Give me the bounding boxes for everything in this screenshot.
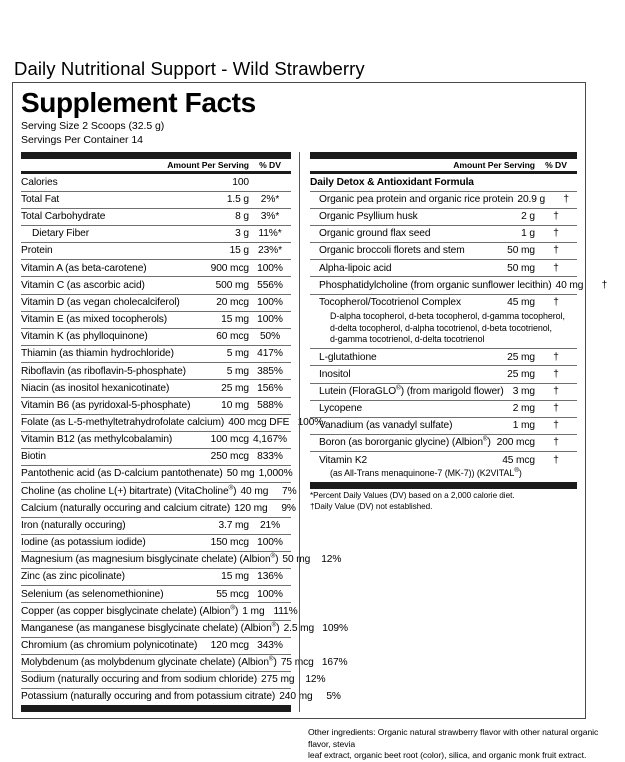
nutrient-dv: 167% (321, 657, 348, 669)
table-row (21, 312, 291, 328)
nutrient-name: Total Carbohydrate (21, 211, 106, 223)
nutrient-amount: 25 mg (507, 351, 535, 363)
nutrient-dv: 833% (257, 451, 283, 463)
table-row (21, 449, 291, 465)
panel-columns (21, 152, 608, 712)
nutrient-name: Biotin (21, 451, 46, 463)
nutrient-amount: 2 mg (512, 403, 535, 415)
nutrient-amount: 50 mg (507, 245, 535, 257)
footnote-asterisk: *Percent Daily Values (DV) based on a 2,000 calorie diet. (310, 491, 515, 501)
nutrient-dv: 343% (257, 640, 283, 651)
nutrient-amount: 900 mcg (210, 262, 249, 274)
table-row (310, 384, 577, 400)
nutrient-name: Vanadium (as vanadyl sulfate) (319, 420, 453, 432)
table-row (21, 398, 291, 414)
nutrient-subtext-line: d-gamma tocotrienol, d-delta tocotrienol (330, 334, 485, 345)
right-bottom-rule (310, 482, 577, 489)
nutrient-dv: 100% (257, 296, 283, 308)
nutrient-name: Molybdenum (as molybdenum glycinate chelate) (Albion®) (21, 655, 277, 669)
nutrient-name: Calcium (naturally occuring and calcium citrate) (21, 502, 231, 514)
footnote-dagger: †Daily Value (DV) not established. (310, 502, 433, 512)
table-row (21, 483, 297, 499)
nutrient-dv: 7% (282, 485, 297, 497)
table-row (21, 466, 291, 482)
footnotes (310, 489, 577, 516)
nutrient-dv: 2%* (260, 193, 280, 205)
nutrient-name: Iodine (as potassium iodide) (21, 537, 146, 549)
nutrient-dv: † (553, 296, 559, 308)
left-column-headers (21, 159, 291, 172)
left-top-rule (21, 152, 291, 159)
nutrient-dv: 588% (257, 399, 283, 411)
nutrient-amount: 1 mg (242, 605, 265, 617)
nutrient-dv: † (553, 211, 559, 223)
nutrient-name: Alpha-lipoic acid (319, 262, 392, 274)
nutrient-name: Phosphatidylcholine (from organic sunflower lecithin) (319, 279, 552, 291)
nutrient-name: Vitamin K (as phylloquinone) (21, 331, 148, 343)
nutrient-name: Vitamin D (as vegan cholecalciferol) (21, 296, 180, 308)
nutrient-amount: 250 mcg (210, 451, 249, 463)
nutrient-name: Thiamin (as thiamin hydrochloride) (21, 348, 174, 360)
nutrient-name: Vitamin C (as ascorbic acid) (21, 279, 145, 291)
nutrient-dv: † (553, 454, 559, 466)
nutrient-dv: 11%* (258, 228, 282, 240)
table-row (21, 621, 348, 637)
nutrient-subtext (310, 468, 577, 482)
nutrient-dv: 1,000% (258, 468, 293, 480)
nutrient-dv: 417% (257, 348, 283, 360)
right-header-amount: Amount Per Serving (453, 159, 535, 170)
nutrient-name: Organic Psyllium husk (319, 211, 418, 223)
nutrient-dv: † (601, 279, 608, 291)
right-column (299, 152, 608, 712)
nutrient-amount: 20.9 g (517, 193, 546, 205)
table-row (310, 418, 577, 434)
nutrient-dv: 5% (326, 691, 341, 703)
nutrient-name: Choline (as choline L(+) bitartrate) (VitaCholine®) (21, 484, 237, 497)
table-row (310, 209, 577, 225)
table-row (21, 295, 291, 311)
nutrient-dv: † (553, 368, 559, 380)
nutrient-subtext-line: (as All-Trans menaquinone-7 (MK-7)) (K2VITAL®) (330, 467, 522, 479)
nutrient-dv: † (553, 403, 559, 415)
nutrient-name: Riboflavin (as riboflavin-5-phosphate) (21, 365, 186, 377)
nutrient-amount: 45 mcg (502, 454, 535, 466)
nutrient-amount: 25 mg (221, 382, 249, 394)
nutrient-name: Organic broccoli florets and stem (319, 245, 465, 257)
table-row (21, 174, 291, 190)
left-header-dv: % DV (259, 159, 281, 170)
nutrient-amount: 500 mg (215, 279, 249, 291)
nutrient-dv: 100% (257, 588, 283, 600)
right-nutrient-rows (310, 192, 608, 483)
panel-heading: Supplement Facts (21, 87, 256, 118)
nutrient-amount: 25 mg (507, 368, 535, 380)
table-row (310, 366, 577, 382)
nutrient-amount: 15 mg (221, 314, 249, 326)
nutrient-amount: 100 mcg (210, 434, 249, 446)
nutrient-subtext (310, 311, 577, 349)
nutrient-name: Niacin (as inositol hexanicotinate) (21, 382, 170, 394)
nutrient-dv: 3%* (260, 211, 280, 223)
nutrient-dv: 100% (257, 537, 283, 549)
table-row (21, 432, 291, 448)
table-row (21, 552, 342, 568)
table-row (310, 349, 577, 365)
nutrient-name: L-glutathione (319, 351, 377, 363)
right-top-rule (310, 152, 577, 159)
nutrient-name: Vitamin B12 (as methylcobalamin) (21, 434, 173, 446)
nutrient-dv: † (553, 262, 559, 274)
nutrient-name: Potassium (naturally occuring and from potassium citrate) (21, 691, 276, 703)
nutrient-amount: 120 mcg (210, 640, 249, 651)
table-row (310, 243, 577, 259)
nutrient-dv: † (553, 420, 559, 432)
left-header-amount: Amount Per Serving (167, 159, 249, 170)
nutrient-name: Pantothenic acid (as D-calcium pantothenate) (21, 468, 223, 480)
nutrient-dv: 156% (257, 382, 283, 394)
nutrient-name: Selenium (as selenomethionine) (21, 588, 164, 600)
other-ingredients-line-1: Other ingredients: Organic natural strawberry flavor with other natural organic flavor, stevia (308, 727, 599, 749)
nutrient-dv: † (563, 193, 569, 205)
right-column-headers (310, 159, 577, 172)
nutrient-name: Vitamin B6 (as pyridoxal-5-phosphate) (21, 399, 191, 411)
nutrient-dv: 23%* (258, 245, 282, 257)
nutrient-amount: 200 mcg (496, 437, 535, 449)
table-row (21, 518, 291, 534)
nutrient-dv: † (553, 245, 559, 257)
table-row (310, 452, 577, 468)
nutrient-amount: 20 mcg (216, 296, 249, 308)
supplement-facts-panel (12, 82, 608, 719)
nutrient-amount: 55 mcg (216, 588, 249, 600)
table-row (21, 535, 291, 551)
nutrient-amount: 1 g (521, 228, 535, 240)
nutrient-name: Iron (naturally occuring) (21, 519, 126, 531)
table-row (21, 380, 291, 396)
table-row (21, 363, 291, 379)
nutrient-name: Chromium (as chromium polynicotinate) (21, 640, 198, 651)
nutrient-amount: 2 g (521, 211, 535, 223)
nutrient-name: Dietary Fiber (32, 228, 90, 240)
nutrient-dv: † (553, 385, 559, 397)
nutrient-dv: 100% (257, 262, 283, 274)
nutrient-name: Magnesium (as magnesium bisglycinate chelate) (Albion®) (21, 552, 279, 566)
nutrient-amount: 5 mg (226, 348, 249, 360)
serving-size: Serving Size 2 Scoops (32.5 g) (21, 120, 165, 133)
nutrient-amount: 40 mg (555, 279, 584, 291)
nutrient-name: Folate (as L-5-methyltetrahydrofolate calcium) (21, 416, 225, 428)
table-row (21, 277, 291, 293)
table-row (21, 226, 291, 242)
left-bottom-rule (21, 705, 291, 712)
nutrient-name: Vitamin A (as beta-carotene) (21, 262, 147, 274)
nutrient-amount: 3 g (235, 228, 249, 240)
nutrient-amount: 50 mg (226, 468, 255, 480)
nutrient-amount: 400 mcg DFE (228, 416, 290, 428)
other-ingredients-line-2: leaf extract, organic beet root (color), silica, and organic monk fruit extract. (308, 750, 587, 761)
nutrient-name: Protein (21, 245, 53, 257)
nutrient-name: Calories (21, 176, 58, 188)
nutrient-dv: 12% (321, 554, 342, 566)
table-row (21, 586, 291, 602)
table-row (310, 226, 577, 242)
nutrient-name: Manganese (as manganese bisglycinate chelate) (Albion®) (21, 621, 280, 634)
nutrient-name: Tocopherol/Tocotrienol Complex (319, 296, 461, 308)
nutrient-amount: 60 mcg (216, 331, 249, 343)
table-row (310, 401, 577, 417)
page-title: Daily Nutritional Support - Wild Strawberry (14, 58, 365, 79)
table-row (310, 192, 577, 208)
table-row (21, 209, 291, 225)
nutrient-name: Zinc (as zinc picolinate) (21, 571, 125, 583)
nutrient-amount: 50 mg (282, 554, 311, 566)
nutrient-name: Copper (as copper bisglycinate chelate) (Albion®) (21, 604, 239, 617)
nutrient-amount: 15 mg (221, 571, 249, 583)
nutrient-amount: 15 g (229, 245, 249, 257)
nutrient-dv: 9% (281, 502, 296, 514)
nutrient-dv: 109% (322, 622, 348, 634)
nutrient-dv: 21% (259, 519, 281, 531)
nutrient-amount: 5 mg (226, 365, 249, 377)
nutrient-name: Inositol (319, 368, 351, 380)
nutrient-name: Organic ground flax seed (319, 228, 431, 240)
nutrient-dv: 12% (305, 674, 326, 686)
table-row (21, 500, 296, 516)
nutrient-dv: 100% (257, 314, 283, 326)
table-row (310, 277, 608, 293)
nutrient-amount: 40 mg (240, 485, 269, 497)
nutrient-amount: 75 mcg (280, 657, 314, 669)
nutrient-dv: 50% (259, 331, 281, 343)
nutrient-dv: † (553, 228, 559, 240)
nutrient-amount: 1.5 g (226, 193, 249, 205)
table-row (21, 655, 348, 671)
detox-formula-group-title (310, 174, 577, 190)
servings-per-container: Servings Per Container 14 (21, 133, 143, 146)
nutrient-dv: 111% (273, 605, 298, 617)
nutrient-dv: 4,167% (253, 434, 287, 446)
nutrient-subtext-line: D-alpha tocopherol, d-beta tocopherol, d-gamma tocopherol, (330, 310, 565, 321)
nutrient-amount: 100 (232, 176, 249, 188)
nutrient-name: Boron (as bororganic glycine) (Albion®) (319, 435, 491, 449)
nutrient-amount: 2.5 mg (283, 622, 315, 634)
nutrient-name: Total Fat (21, 193, 60, 205)
nutrient-amount: 3.7 mg (218, 519, 249, 531)
nutrient-dv: 385% (257, 365, 283, 377)
nutrient-name: Vitamin K2 (319, 454, 368, 466)
table-row (310, 260, 577, 276)
table-row (21, 569, 291, 585)
group-title-label: Daily Detox & Antioxidant Formula (310, 176, 474, 188)
nutrient-name: Vitamin E (as mixed tocopherols) (21, 314, 168, 326)
nutrient-amount: 45 mg (507, 296, 535, 308)
table-row (310, 435, 577, 451)
nutrient-dv: † (553, 351, 559, 363)
table-row (21, 689, 341, 705)
table-row (21, 346, 291, 362)
nutrient-name: Sodium (naturally occuring and from sodium chloride) (21, 674, 258, 686)
nutrient-amount: 150 mcg (210, 537, 249, 549)
nutrient-amount: 50 mg (507, 262, 535, 274)
nutrient-name: Lutein (FloraGLO®) (from marigold flower) (319, 384, 504, 397)
table-row (21, 329, 291, 345)
other-ingredients (308, 727, 600, 762)
nutrient-dv: 136% (257, 571, 283, 583)
table-row (21, 603, 298, 619)
nutrient-name: Lycopene (319, 403, 363, 415)
nutrient-amount: 1 mg (512, 420, 535, 432)
table-row (310, 295, 577, 311)
nutrient-dv: † (553, 437, 559, 449)
table-row (21, 243, 291, 259)
right-header-dv: % DV (545, 159, 567, 170)
nutrient-name: Organic pea protein and organic rice protein (319, 193, 514, 205)
nutrient-amount: 120 mg (234, 502, 268, 514)
nutrient-amount: 10 mg (221, 399, 249, 411)
table-row (21, 638, 291, 654)
nutrient-amount: 240 mg (279, 691, 313, 703)
table-row (21, 415, 324, 431)
table-row (21, 192, 291, 208)
nutrient-amount: 275 mg (261, 674, 295, 686)
table-row (21, 672, 326, 688)
table-row (21, 260, 291, 276)
nutrient-dv: 100% (297, 416, 324, 428)
nutrient-subtext-line: d-delta tocopherol, d-alpha tocotrienol, d-beta tocotrienol, (330, 322, 552, 333)
nutrient-dv: 556% (257, 279, 283, 291)
nutrient-amount: 8 g (235, 211, 249, 223)
nutrient-amount: 3 mg (512, 385, 535, 397)
